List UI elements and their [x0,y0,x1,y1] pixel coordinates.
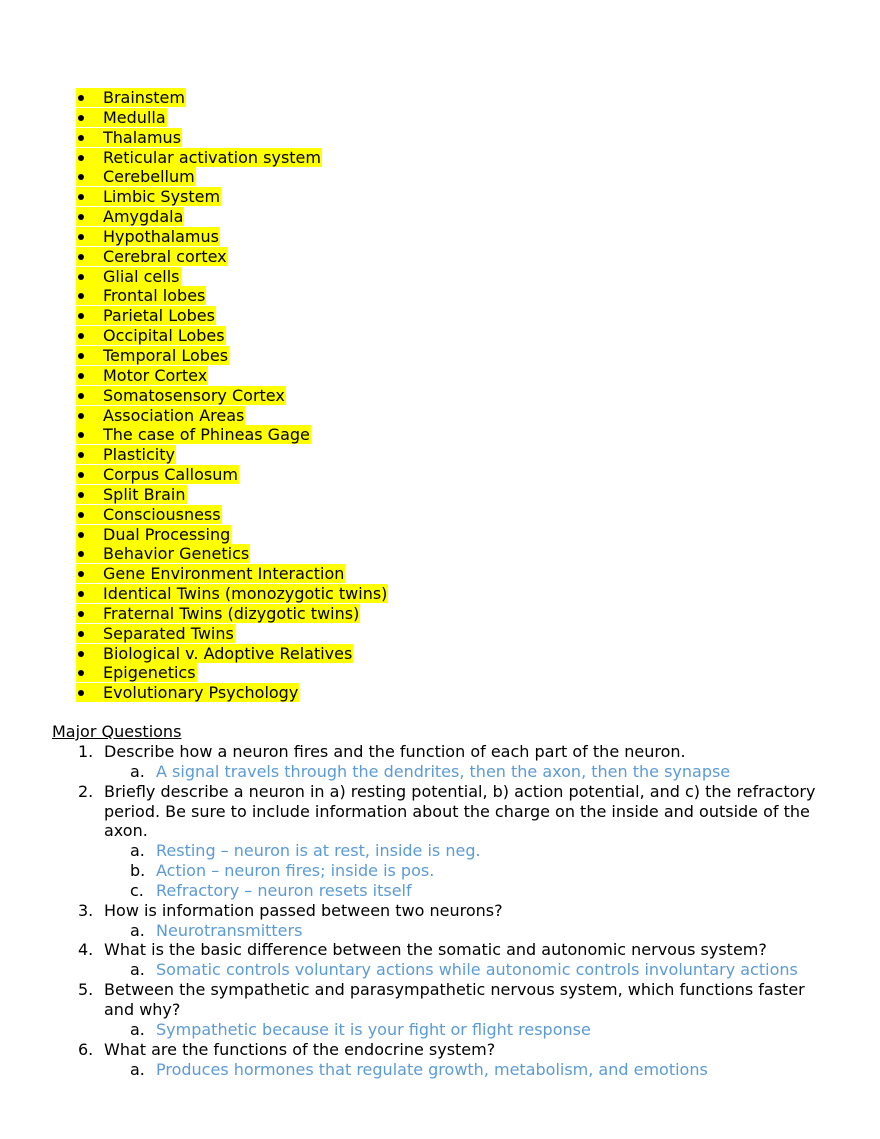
term-text: Identical Twins (monozygotic twins) [103,584,388,604]
bullet-icon [76,267,103,286]
bullet-icon [76,544,103,563]
bullet-icon [76,247,103,266]
term-text: Medulla [103,107,166,127]
term-text: Motor Cortex [103,365,208,385]
question-item [78,1040,818,1080]
answer-text: Somatic controls voluntary actions while autonomic controls involuntary actions [156,960,798,980]
term-text: Epigenetics [103,663,196,683]
question-item [78,940,818,980]
answer-letter: a. [130,841,145,861]
answer-item [104,841,818,861]
question-number: 2. [78,781,94,801]
bullet-icon [76,346,103,365]
term-text: Brainstem [103,88,185,107]
question-item [78,782,818,901]
bullet-icon [76,386,103,405]
bullet-icon [76,485,103,504]
question-number: 4. [78,940,94,960]
answers-list [104,762,818,782]
questions-list [78,742,818,1079]
term-text: Gene Environment Interaction [103,564,345,584]
term-text: Plasticity [103,445,175,465]
answer-item [104,861,818,881]
term-text: Thalamus [103,127,182,147]
answers-list [104,1020,818,1040]
answer-item [104,881,818,901]
term-text: Corpus Callosum [103,465,238,485]
bullet-icon [76,187,103,206]
answer-item [104,762,818,782]
answer-text: Produces hormones that regulate growth, metabolism, and emotions [156,1059,708,1079]
bullet-icon [76,584,103,603]
bullet-icon [76,465,103,484]
question-text: What are the functions of the endocrine system? [104,1039,496,1059]
bullet-icon [76,564,103,583]
bullet-icon [76,644,103,663]
term-text: Consciousness [103,504,221,524]
bullet-icon [76,604,103,623]
term-text: Temporal Lobes [103,345,229,365]
term-text: Parietal Lobes [103,306,215,326]
bullet-icon [76,88,103,107]
answer-letter: a. [130,761,145,781]
bullet-icon [76,286,103,305]
term-text: Split Brain [103,484,186,504]
answers-list [104,1060,818,1080]
answer-letter: c. [130,880,144,900]
term-text: Fraternal Twins (dizygotic twins) [103,603,360,623]
question-text: Describe how a neuron fires and the function of each part of the neuron. [104,742,686,761]
answer-text: A signal travels through the dendrites, then the axon, then the synapse [156,761,731,781]
question-number: 3. [78,900,94,920]
bullet-icon [76,128,103,147]
term-text: Evolutionary Psychology [103,683,299,703]
question-text: Briefly describe a neuron in a) resting potential, b) action potential, and c) the refractory period. Be sure to include information about the charge on the inside and outside of the axon. [104,781,816,841]
bullet-icon [76,425,103,444]
term-text: Reticular activation system [103,147,321,167]
answer-letter: b. [130,861,146,881]
term-text: Biological v. Adoptive Relatives [103,643,353,663]
answer-letter: a. [130,920,145,940]
term-text: Behavior Genetics [103,544,250,564]
term-text: Limbic System [103,187,221,207]
bullet-icon [76,306,103,325]
question-item [78,980,818,1040]
question-number: 6. [78,1039,94,1059]
question-number: 1. [78,742,94,761]
term-text: Amygdala [103,207,184,227]
term-text: Occipital Lobes [103,326,225,346]
question-item [78,742,818,782]
answer-item [104,960,818,980]
term-text: Somatosensory Cortex [103,385,285,405]
term-text: Glial cells [103,266,180,286]
answer-text: Refractory – neuron resets itself [156,880,412,900]
term-text: Hypothalamus [103,226,219,246]
bullet-icon [76,227,103,246]
bullet-icon [76,167,103,186]
answer-item [104,1060,818,1080]
answer-item [104,921,818,941]
bullet-icon [76,406,103,425]
answer-text: Action – neuron fires; inside is pos. [156,861,435,881]
question-item [78,901,818,941]
bullet-icon [76,525,103,544]
bullet-icon [76,663,103,682]
answers-list [104,921,818,941]
term-text: Dual Processing [103,524,231,544]
term-text: Association Areas [103,405,245,425]
term-text: Frontal lobes [103,286,206,306]
bullet-icon [76,366,103,385]
bullet-icon [76,445,103,464]
answers-list [104,841,818,901]
question-text: Between the sympathetic and parasympathetic nervous system, which functions faster and why? [104,980,805,1019]
question-text: How is information passed between two neurons? [104,900,503,920]
bullet-icon [76,108,103,127]
term-text: Cerebellum [103,167,195,187]
answer-text: Sympathetic because it is your fight or flight response [156,1019,591,1039]
bullet-icon [76,505,103,524]
answer-letter: a. [130,1019,145,1039]
answer-text: Neurotransmitters [156,920,303,940]
major-questions-heading: Major Questions [52,722,182,741]
answer-text: Resting – neuron is at rest, inside is neg. [156,841,481,861]
bullet-icon [76,148,103,167]
term-text: Separated Twins [103,623,234,643]
bullet-icon [76,207,103,226]
bullet-icon [76,683,103,702]
term-text: Cerebral cortex [103,246,227,266]
bullet-icon [76,624,103,643]
bullet-icon [76,326,103,345]
answer-letter: a. [130,960,145,980]
answers-list [104,960,818,980]
answer-letter: a. [130,1059,145,1079]
question-number: 5. [78,980,94,1000]
question-text: What is the basic difference between the somatic and autonomic nervous system? [104,940,767,960]
term-text: The case of Phineas Gage [103,425,310,445]
answer-item [104,1020,818,1040]
